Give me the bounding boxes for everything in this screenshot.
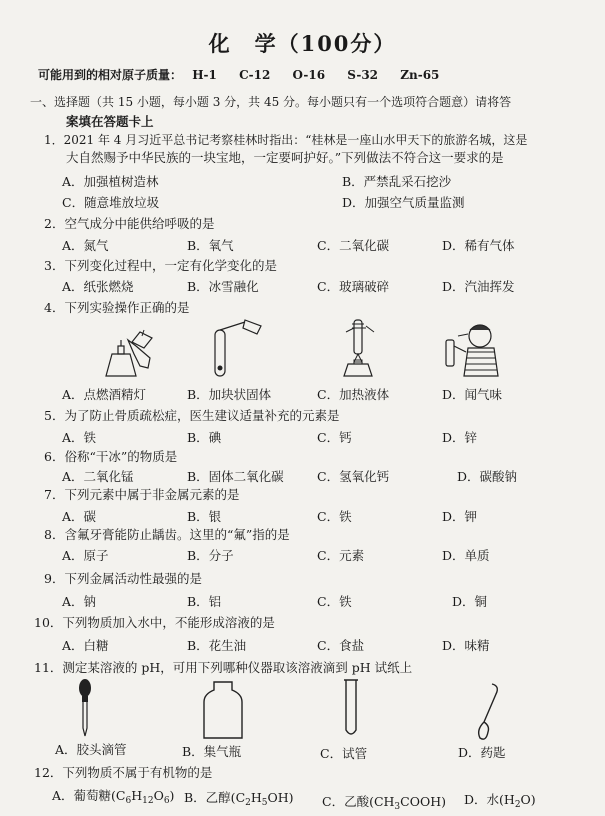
option-a[interactable]: A．二氧化锰: [62, 469, 134, 484]
section-heading: [30, 92, 570, 132]
question-9-options: [62, 592, 562, 610]
question-4: [44, 299, 564, 317]
question-5: [44, 407, 564, 425]
option-d[interactable]: D．药匙: [458, 745, 506, 760]
option-d[interactable]: D．闻气味: [442, 387, 503, 402]
option-b[interactable]: B．氧气: [187, 238, 234, 253]
question-3-options: [62, 277, 562, 295]
option-c[interactable]: C．元素: [317, 548, 365, 563]
section-heading-line1: 一、选择题（共 15 小题，每小题 3 分，共 45 分。每小题只有一个选项符合题意）请将答: [30, 95, 512, 109]
option-c[interactable]: C．铁: [317, 594, 352, 609]
heating-liquid-figure: [330, 318, 390, 380]
test-tube-figure: [340, 678, 362, 740]
dropper-figure: [70, 678, 100, 738]
question-stem: 3．下列变化过程中，一定有化学变化的是: [44, 258, 277, 273]
option-d[interactable]: D．单质: [442, 548, 490, 563]
option-b[interactable]: B．银: [187, 509, 222, 524]
question-stem: 1．2021 年 4 月习近平总书记考察桂林时指出：“桂林是一座山水甲天下的旅游名城，这是: [44, 133, 528, 147]
option-b[interactable]: B．铝: [187, 594, 222, 609]
option-a[interactable]: A．碳: [62, 509, 97, 524]
question-8-options: [62, 546, 562, 564]
question-5-options: [62, 428, 562, 446]
option-c[interactable]: C．玻璃破碎: [317, 279, 390, 294]
option-d[interactable]: D．水$(H_2O)$: [464, 792, 536, 810]
question-stem: 4．下列实验操作正确的是: [44, 300, 190, 315]
option-c[interactable]: C．钙: [317, 430, 352, 445]
atomic-masses: [38, 66, 457, 83]
question-12: [34, 764, 554, 782]
add-solid-test-tube-figure: [205, 318, 270, 380]
option-a[interactable]: A．原子: [62, 548, 109, 563]
question-11: [34, 659, 554, 677]
question-2-options: [62, 236, 562, 254]
option-b[interactable]: B．分子: [187, 548, 234, 563]
gas-jar-figure: [200, 680, 246, 740]
option-d[interactable]: D．加强空气质量监测: [342, 195, 465, 210]
option-b[interactable]: B．固体二氧化碳: [187, 469, 284, 484]
mass-h: H-1: [192, 68, 217, 82]
atomic-masses-label: 可能用到的相对原子质量：: [38, 68, 183, 82]
option-a[interactable]: A．加强植树造林: [62, 174, 159, 189]
question-stem-cont: 大自然赐予中华民族的一块宝地，一定要呵护好。”下列做法不符合这一要求的是: [66, 150, 504, 165]
question-1: [44, 131, 564, 167]
question-3: [44, 257, 564, 275]
option-c[interactable]: C．乙酸$(CH_3COOH)$: [322, 794, 446, 812]
option-a[interactable]: A．氮气: [62, 238, 109, 253]
option-a[interactable]: A．胶头滴管: [55, 742, 127, 757]
question-stem: 10．下列物质加入水中，不能形成溶液的是: [34, 615, 275, 630]
option-d[interactable]: D．汽油挥发: [442, 279, 515, 294]
smelling-gas-figure: [440, 318, 510, 380]
question-10-options: [62, 636, 562, 654]
option-c[interactable]: C．二氧化碳: [317, 238, 390, 253]
option-b[interactable]: B．加块状固体: [187, 387, 272, 402]
option-b[interactable]: B．花生油: [187, 638, 247, 653]
page-title: 化 学（100分）: [208, 31, 397, 56]
question-7-options: [62, 507, 562, 525]
question-1-options-row1: [62, 172, 562, 190]
question-stem: 6．俗称“干冰”的物质是: [44, 449, 178, 464]
option-c[interactable]: C．试管: [320, 746, 368, 761]
question-9: [44, 570, 564, 588]
question-6-options: [62, 467, 562, 485]
option-d[interactable]: D．铜: [452, 594, 488, 609]
option-d[interactable]: D．锌: [442, 430, 478, 445]
mass-o: O-16: [292, 68, 326, 82]
section-heading-line2: 案填在答题卡上: [66, 114, 154, 129]
option-d[interactable]: D．碳酸钠: [457, 469, 518, 484]
option-b[interactable]: B．冰雪融化: [187, 279, 259, 294]
option-a[interactable]: A．点燃酒精灯: [62, 387, 147, 402]
option-a[interactable]: A．纸张燃烧: [62, 279, 134, 294]
alcohol-lamp-lighting-figure: [92, 318, 164, 380]
option-d[interactable]: D．钾: [442, 509, 478, 524]
option-b[interactable]: B．乙醇$(C_2H_5OH)$: [184, 790, 294, 808]
option-c[interactable]: C．加热液体: [317, 387, 390, 402]
question-8: [44, 526, 564, 544]
question-1-options-row2: [62, 193, 562, 211]
option-a[interactable]: A．白糖: [62, 638, 109, 653]
question-12-options: [52, 786, 552, 812]
option-c[interactable]: C．随意堆放垃圾: [62, 195, 160, 210]
mass-c: C-12: [239, 68, 271, 82]
question-10: [34, 614, 554, 632]
question-stem: 8．含氟牙膏能防止龋齿。这里的“氟”指的是: [44, 527, 290, 542]
option-a[interactable]: A．铁: [62, 430, 97, 445]
question-stem: 5．为了防止骨质疏松症，医生建议适量补充的元素是: [44, 408, 340, 423]
option-c[interactable]: C．食盐: [317, 638, 365, 653]
option-d[interactable]: D．稀有气体: [442, 238, 515, 253]
mass-zn: Zn-65: [400, 68, 440, 82]
question-stem: 12．下列物质不属于有机物的是: [34, 765, 213, 780]
option-b[interactable]: B．严禁乱采石挖沙: [342, 174, 452, 189]
question-stem: 9．下列金属活动性最强的是: [44, 571, 202, 586]
option-d[interactable]: D．味精: [442, 638, 490, 653]
option-b[interactable]: B．集气瓶: [182, 744, 242, 759]
spatula-figure: [470, 680, 510, 742]
mass-s: S-32: [347, 68, 379, 82]
question-stem: 7．下列元素中属于非金属元素的是: [44, 487, 240, 502]
question-stem: 11．测定某溶液的 pH，可用下列哪种仪器取该溶液滴到 pH 试纸上: [34, 660, 413, 675]
option-a[interactable]: A．葡萄糖$(C_6H_{12}O_6)$: [52, 788, 175, 806]
option-b[interactable]: B．碘: [187, 430, 222, 445]
option-c[interactable]: C．铁: [317, 509, 352, 524]
question-6: [44, 448, 564, 466]
question-stem: 2．空气成分中能供给呼吸的是: [44, 216, 215, 231]
question-7: [44, 486, 564, 504]
option-c[interactable]: C．氢氧化钙: [317, 469, 390, 484]
option-a[interactable]: A．钠: [62, 594, 97, 609]
question-2: [44, 215, 564, 233]
